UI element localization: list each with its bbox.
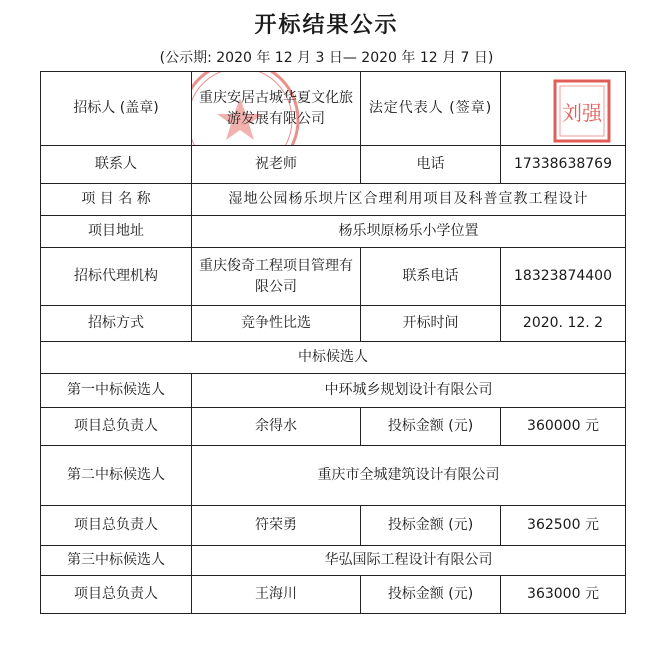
contact-label: 联系人 [41, 146, 192, 184]
candidate-lead-label: 项目总负责人 [41, 576, 192, 614]
project-address-label: 项目地址 [41, 216, 192, 248]
tenderer-label: 招标人 (盖章) [41, 72, 192, 146]
table-row [41, 374, 626, 408]
candidate-amount-label: 投标金额 (元) [361, 576, 501, 614]
candidate-amount: 363000 元 [501, 576, 626, 614]
table-row [41, 216, 626, 248]
candidate-amount-label: 投标金额 (元) [361, 506, 501, 546]
legal-rep-label: 法定代表人 (签章) [361, 72, 501, 146]
table-row [41, 408, 626, 446]
open-time-value: 2020. 12. 2 [501, 306, 626, 342]
table-row [41, 546, 626, 576]
candidate-rank-label: 第一中标候选人 [41, 374, 192, 408]
candidates-header: 中标候选人 [41, 342, 626, 374]
candidate-lead-label: 项目总负责人 [41, 506, 192, 546]
candidate-company: 中环城乡规划设计有限公司 [192, 374, 626, 408]
agency-label: 招标代理机构 [41, 248, 192, 306]
candidate-amount: 360000 元 [501, 408, 626, 446]
tenderer-value: 重庆安居古城华夏文化旅游发展有限公司 [199, 90, 353, 127]
project-address-value: 杨乐坝原杨乐小学位置 [192, 216, 626, 248]
publicity-period: (公示期: 2020 年 12 月 3 日— 2020 年 12 月 7 日) [159, 50, 494, 66]
candidate-lead-label: 项目总负责人 [41, 408, 192, 446]
phone-label: 电话 [361, 146, 501, 184]
agency-value: 重庆俊奇工程项目管理有限公司 [192, 248, 361, 306]
table-row [41, 446, 626, 506]
agency-phone-label: 联系电话 [361, 248, 501, 306]
tenderer-value-cell [192, 72, 361, 146]
bid-result-table [40, 71, 626, 614]
contact-value: 祝老师 [192, 146, 361, 184]
candidate-rank-label: 第三中标候选人 [41, 546, 192, 576]
method-value: 竞争性比选 [192, 306, 361, 342]
candidate-rank-label: 第二中标候选人 [41, 446, 192, 506]
table-row [41, 506, 626, 546]
candidate-amount: 362500 元 [501, 506, 626, 546]
table-row [41, 72, 626, 146]
candidate-company: 重庆市全城建筑设计有限公司 [192, 446, 626, 506]
project-name-label: 项 目 名 称 [41, 184, 192, 216]
agency-phone-value: 18323874400 [501, 248, 626, 306]
company-seal-icon [192, 72, 361, 146]
table-row [41, 576, 626, 614]
legal-rep-seal-text: 刘强 [562, 101, 602, 125]
candidate-lead-name: 余得水 [192, 408, 361, 446]
open-time-label: 开标时间 [361, 306, 501, 342]
table-row [41, 146, 626, 184]
table-row [41, 342, 626, 374]
table-row [41, 306, 626, 342]
legal-rep-seal-icon [552, 78, 612, 144]
candidate-lead-name: 符荣勇 [192, 506, 361, 546]
table-row [41, 248, 626, 306]
candidate-lead-name: 王海川 [192, 576, 361, 614]
method-label: 招标方式 [41, 306, 192, 342]
project-name-value: 湿地公园杨乐坝片区合理利用项目及科普宣教工程设计 [192, 184, 626, 216]
candidate-amount-label: 投标金额 (元) [361, 408, 501, 446]
candidate-company: 华弘国际工程设计有限公司 [192, 546, 626, 576]
page-title: 开标结果公示 [254, 13, 399, 38]
table-row [41, 184, 626, 216]
phone-value: 17338638769 [501, 146, 626, 184]
